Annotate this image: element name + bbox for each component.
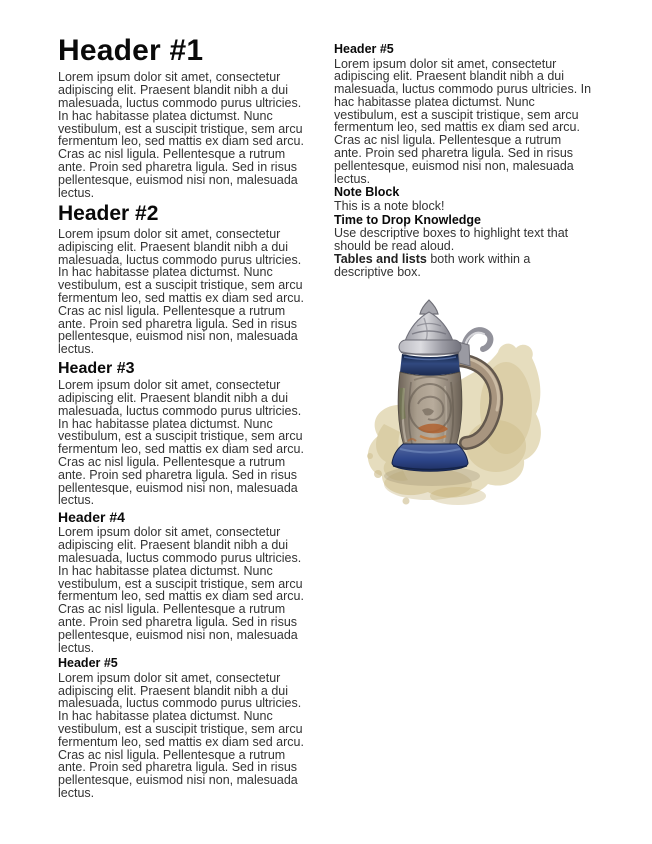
knowledge-text: Use descriptive boxes to highlight text that should be read aloud. [334,226,569,254]
section-3 [58,360,310,507]
right-column [334,35,592,800]
section-4-paragraph: Lorem ipsum dolor sit amet, consectetur adipiscing elit. Praesent blandit nibh a dui malesuada, luctus commodo purus ultricies. In hac habitasse platea dictumst. Nunc vestibulum, est a suscipit tristique, sem arcu fermentum leo, sed mattis ex diam sed arcu. Cras ac nisl ligula. Pellentesque a rutrum ante. Proin sed pharetra ligula. Sed in risus pellentesque, euismod nisi non, malesuada lectus. [58,525,304,655]
section-6-heading: Header #5 [334,42,394,56]
section-2 [58,203,310,356]
section-6-paragraph: Lorem ipsum dolor sit amet, consectetur adipiscing elit. Praesent blandit nibh a dui malesuada, luctus commodo purus ultricies. In hac habitasse platea dictumst. Nunc vestibulum, est a suscipit tristique, sem arcu fermentum leo, sed mattis ex diam sed arcu. Cras ac nisl ligula. Pellentesque a rutrum ante. Proin sed pharetra ligula. Sed in risus pellentesque, euismod nisi non, malesuada lectus. [334,56,592,186]
section-2-heading: Header #2 [58,202,159,226]
section-4-heading: Header #4 [58,509,125,526]
stein-figure [348,296,550,512]
section-4 [58,510,310,654]
section-2-paragraph: Lorem ipsum dolor sit amet, consectetur adipiscing elit. Praesent blandit nibh a dui malesuada, luctus commodo purus ultricies. In hac habitasse platea dictumst. Nunc vestibulum, est a suscipit tristique, sem arcu fermentum leo, sed mattis ex diam sed arcu. Cras ac nisl ligula. Pellentesque a rutrum ante. Proin sed pharetra ligula. Sed in risus pellentesque, euismod nisi non, malesuada lectus. [58,227,304,357]
note-block-title: Note Block [334,185,400,200]
section-3-paragraph: Lorem ipsum dolor sit amet, consectetur adipiscing elit. Praesent blandit nibh a dui malesuada, luctus commodo purus ultricies. In hac habitasse platea dictumst. Nunc vestibulum, est a suscipit tristique, sem arcu fermentum leo, sed mattis ex diam sed arcu. Cras ac nisl ligula. Pellentesque a rutrum ante. Proin sed pharetra ligula. Sed in risus pellentesque, euismod nisi non, malesuada lectus. [58,378,304,508]
tables-and-lists-line [334,253,592,279]
note-block-text: This is a note block! [334,198,445,213]
left-column [58,35,310,800]
section-1-heading: Header #1 [58,34,204,67]
tables-and-lists-bold: Tables and lists [334,251,427,266]
section-5-paragraph: Lorem ipsum dolor sit amet, consectetur adipiscing elit. Praesent blandit nibh a dui malesuada, luctus commodo purus ultricies. In hac habitasse platea dictumst. Nunc vestibulum, est a suscipit tristique, sem arcu fermentum leo, sed mattis ex diam sed arcu. Cras ac nisl ligula. Pellentesque a rutrum ante. Proin sed pharetra ligula. Sed in risus pellentesque, euismod nisi non, malesuada lectus. [58,670,304,800]
section-3-heading: Header #3 [58,360,135,377]
section-1 [58,35,310,199]
beer-stein-image [348,296,550,512]
tables-and-lists-rest: both work within a descriptive box. [334,251,531,279]
section-1-paragraph: Lorem ipsum dolor sit amet, consectetur adipiscing elit. Praesent blandit nibh a dui malesuada, luctus commodo purus ultricies. In hac habitasse platea dictumst. Nunc vestibulum, est a suscipit tristique, sem arcu fermentum leo, sed mattis ex diam sed arcu. Cras ac nisl ligula. Pellentesque a rutrum ante. Proin sed pharetra ligula. Sed in risus pellentesque, euismod nisi non, malesuada lectus. [58,70,304,200]
knowledge-title: Time to Drop Knowledge [334,212,481,227]
section-5 [58,657,310,799]
section-6 [334,43,592,185]
section-5-heading: Header #5 [58,656,118,671]
